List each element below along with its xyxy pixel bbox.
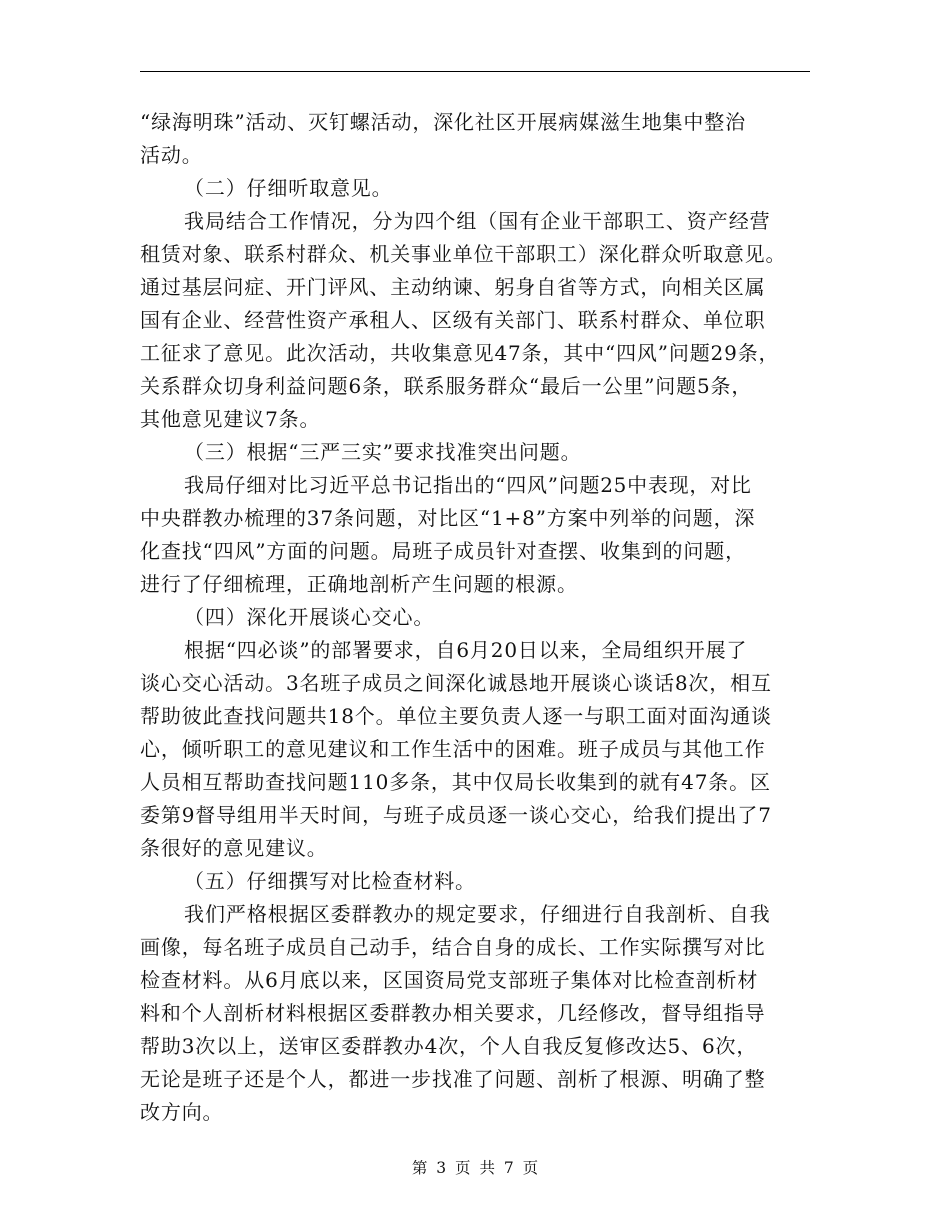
text-line: 我局仔细对比习近平总书记指出的“四风”问题25中表现，对比: [184, 473, 752, 497]
text-line: 料和个人剖析材料根据区委群教办相关要求，几经修改，督导组指导: [140, 1001, 766, 1025]
text-line: 中央群教办梳理的37条问题，对比区“1+8”方案中列举的问题，深: [140, 506, 756, 530]
text-line: 关系群众切身利益问题6条，联系服务群众“最后一公里”问题5条，: [140, 374, 753, 398]
text-line: 我们严格根据区委群教办的规定要求，仔细进行自我剖析、自我: [184, 902, 771, 926]
text-line: 租赁对象、联系村群众、机关事业单位干部职工）深化群众听取意见。: [140, 242, 787, 266]
text-line: 检查材料。从6月底以来，区国资局党支部班子集体对比检查剖析材: [140, 968, 759, 992]
section-heading: （三）根据“三严三实”要求找准突出问题。: [184, 440, 582, 464]
text-line: 无论是班子还是个人，都进一步找准了问题、剖析了根源、明确了整: [140, 1067, 766, 1091]
text-line: 国有企业、经营性资产承租人、区级有关部门、联系村群众、单位职: [140, 308, 766, 332]
text-line: 化查找“四风”方面的问题。局班子成员针对查摆、收集到的问题，: [140, 539, 746, 563]
text-line: 人员相互帮助查找问题110多条，其中仅局长收集到的就有47条。区: [140, 770, 771, 794]
text-line: 其他意见建议7条。: [140, 407, 321, 431]
text-line: 通过基层问症、开门评风、主动纳谏、躬身自省等方式，向相关区属: [140, 275, 766, 299]
text-line: 根据“四必谈”的部署要求，自6月20日以来，全局组织开展了: [184, 638, 748, 662]
section-heading: （二）仔细听取意见。: [184, 176, 393, 200]
section-heading: （四）深化开展谈心交心。: [184, 605, 435, 629]
text-line: “绿海明珠”活动、灭钉螺活动，深化社区开展病媒滋生地集中整治: [140, 110, 746, 134]
text-line: 活动。: [140, 143, 203, 167]
header-rule: [140, 71, 810, 72]
text-line: 工征求了意见。此次活动，共收集意见47条，其中“四风”问题29条，: [140, 341, 780, 365]
text-line: 画像，每名班子成员自己动手，结合自身的成长、工作实际撰写对比: [140, 935, 766, 959]
text-line: 改方向。: [140, 1100, 224, 1124]
text-line: 心，倾听职工的意见建议和工作生活中的困难。班子成员与其他工作: [140, 737, 766, 761]
text-line: 帮助3次以上，送审区委群教办4次，个人自我反复修改达5、6次，: [140, 1034, 758, 1058]
page-footer: 第 3 页 共 7 页: [411, 1159, 539, 1177]
section-heading: （五）仔细撰写对比检查材料。: [184, 869, 476, 893]
text-line: 条很好的意见建议。: [140, 836, 328, 860]
text-line: 帮助彼此查找问题共18个。单位主要负责人逐一与职工面对面沟通谈: [140, 704, 772, 728]
text-line: 委第9督导组用半天时间，与班子成员逐一谈心交心，给我们提出了7: [140, 803, 772, 827]
text-line: 谈心交心活动。3名班子成员之间深化诚恳地开展谈心谈话8次，相互: [140, 671, 772, 695]
text-line: 进行了仔细梳理，正确地剖析产生问题的根源。: [140, 572, 578, 596]
text-line: 我局结合工作情况，分为四个组（国有企业干部职工、资产经营: [184, 209, 771, 233]
